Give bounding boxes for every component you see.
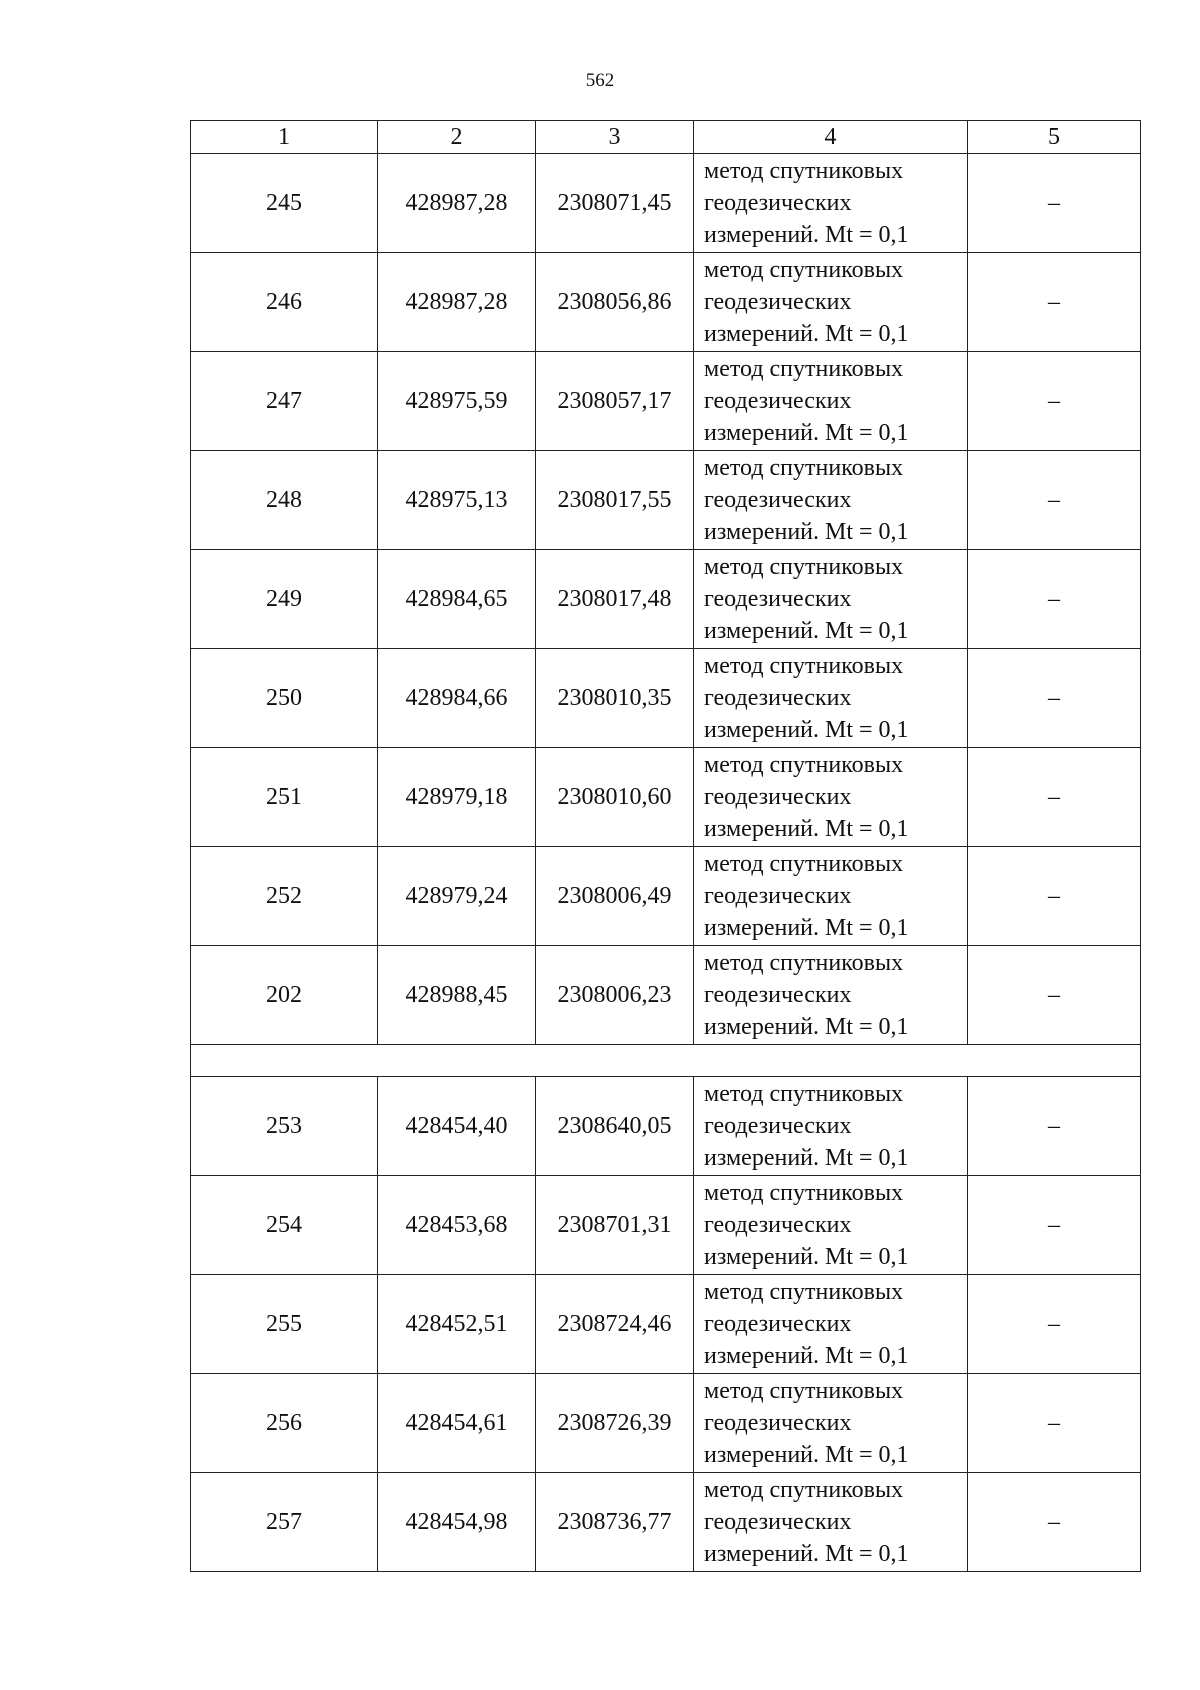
description-cell: – (968, 1473, 1141, 1572)
method-line: измерений. Mt = 0,1 (704, 1014, 909, 1040)
coord-x-cell: 428979,24 (378, 847, 536, 946)
coordinates-table (190, 120, 1141, 1572)
coord-y-cell: 2308736,77 (536, 1473, 694, 1572)
method-line: измерений. Mt = 0,1 (704, 1145, 909, 1171)
method-line: метод спутниковых (704, 950, 904, 976)
method-line: метод спутниковых (704, 455, 904, 481)
coord-y-cell: 2308017,48 (536, 550, 694, 649)
method-cell (694, 550, 968, 649)
description-cell: – (968, 1077, 1141, 1176)
point-number-cell: 253 (191, 1077, 378, 1176)
table-row (191, 1374, 1141, 1473)
method-line: измерений. Mt = 0,1 (704, 1541, 909, 1567)
method-cell (694, 253, 968, 352)
method-line: измерений. Mt = 0,1 (704, 321, 909, 347)
coord-x-cell: 428975,59 (378, 352, 536, 451)
method-cell (694, 1176, 968, 1275)
point-number-cell: 255 (191, 1275, 378, 1374)
method-line: метод спутниковых (704, 257, 904, 283)
point-number-cell: 250 (191, 649, 378, 748)
header-cell-1: 1 (191, 121, 378, 154)
table-row (191, 1176, 1141, 1275)
coord-y-cell: 2308010,35 (536, 649, 694, 748)
coord-x-cell: 428984,65 (378, 550, 536, 649)
header-cell-5: 5 (968, 121, 1141, 154)
coord-x-cell: 428454,61 (378, 1374, 536, 1473)
table-row (191, 946, 1141, 1045)
table-row (191, 550, 1141, 649)
description-cell: – (968, 352, 1141, 451)
description-cell: – (968, 649, 1141, 748)
method-line: измерений. Mt = 0,1 (704, 519, 909, 545)
description-cell: – (968, 1176, 1141, 1275)
table-row (191, 154, 1141, 253)
coord-y-cell: 2308017,55 (536, 451, 694, 550)
method-cell (694, 946, 968, 1045)
coord-y-cell: 2308010,60 (536, 748, 694, 847)
coord-y-cell: 2308701,31 (536, 1176, 694, 1275)
coord-x-cell: 428975,13 (378, 451, 536, 550)
method-line: измерений. Mt = 0,1 (704, 717, 909, 743)
description-cell: – (968, 847, 1141, 946)
method-line: геодезических (704, 982, 852, 1008)
point-number-cell: 248 (191, 451, 378, 550)
method-cell (694, 748, 968, 847)
description-cell: – (968, 1374, 1141, 1473)
coord-x-cell: 428454,40 (378, 1077, 536, 1176)
method-line: геодезических (704, 289, 852, 315)
method-cell (694, 1275, 968, 1374)
table-row (191, 253, 1141, 352)
point-number-cell: 245 (191, 154, 378, 253)
coord-y-cell: 2308057,17 (536, 352, 694, 451)
method-cell (694, 451, 968, 550)
method-line: измерений. Mt = 0,1 (704, 1442, 909, 1468)
method-line: геодезических (704, 388, 852, 414)
method-line: метод спутниковых (704, 653, 904, 679)
coord-y-cell: 2308640,05 (536, 1077, 694, 1176)
method-line: метод спутниковых (704, 158, 904, 184)
method-cell (694, 847, 968, 946)
method-line: метод спутниковых (704, 752, 904, 778)
method-line: измерений. Mt = 0,1 (704, 915, 909, 941)
coord-x-cell: 428979,18 (378, 748, 536, 847)
method-line: метод спутниковых (704, 356, 904, 382)
point-number-cell: 251 (191, 748, 378, 847)
method-line: геодезических (704, 1311, 852, 1337)
header-cell-3: 3 (536, 121, 694, 154)
point-number-cell: 249 (191, 550, 378, 649)
coord-x-cell: 428988,45 (378, 946, 536, 1045)
method-line: измерений. Mt = 0,1 (704, 1343, 909, 1369)
point-number-cell: 254 (191, 1176, 378, 1275)
coord-y-cell: 2308724,46 (536, 1275, 694, 1374)
description-cell: – (968, 550, 1141, 649)
description-cell: – (968, 451, 1141, 550)
table-row (191, 1077, 1141, 1176)
method-line: метод спутниковых (704, 1378, 904, 1404)
point-number-cell: 257 (191, 1473, 378, 1572)
method-line: метод спутниковых (704, 1180, 904, 1206)
coord-y-cell: 2308726,39 (536, 1374, 694, 1473)
method-line: измерений. Mt = 0,1 (704, 816, 909, 842)
point-number-cell: 247 (191, 352, 378, 451)
method-line: геодезических (704, 1410, 852, 1436)
coord-x-cell: 428984,66 (378, 649, 536, 748)
method-cell (694, 1077, 968, 1176)
method-line: измерений. Mt = 0,1 (704, 420, 909, 446)
table-row (191, 847, 1141, 946)
method-line: метод спутниковых (704, 1279, 904, 1305)
coord-y-cell: 2308056,86 (536, 253, 694, 352)
coord-x-cell: 428452,51 (378, 1275, 536, 1374)
description-cell: – (968, 154, 1141, 253)
method-line: метод спутниковых (704, 554, 904, 580)
method-line: измерений. Mt = 0,1 (704, 618, 909, 644)
coord-y-cell: 2308006,49 (536, 847, 694, 946)
table-row (191, 1275, 1141, 1374)
method-line: геодезических (704, 1212, 852, 1238)
table-separator-row (191, 1045, 1141, 1077)
coord-x-cell: 428987,28 (378, 253, 536, 352)
table-header-row (191, 121, 1141, 154)
table-row (191, 1473, 1141, 1572)
method-line: метод спутниковых (704, 1477, 904, 1503)
table-row (191, 451, 1141, 550)
method-line: геодезических (704, 1113, 852, 1139)
table-row (191, 748, 1141, 847)
description-cell: – (968, 1275, 1141, 1374)
method-line: измерений. Mt = 0,1 (704, 222, 909, 248)
point-number-cell: 252 (191, 847, 378, 946)
point-number-cell: 202 (191, 946, 378, 1045)
method-line: геодезических (704, 685, 852, 711)
method-line: геодезических (704, 190, 852, 216)
method-line: геодезических (704, 784, 852, 810)
method-line: геодезических (704, 1509, 852, 1535)
coord-x-cell: 428453,68 (378, 1176, 536, 1275)
table-row (191, 352, 1141, 451)
table-body (191, 154, 1141, 1572)
point-number-cell: 256 (191, 1374, 378, 1473)
method-cell (694, 352, 968, 451)
coord-x-cell: 428454,98 (378, 1473, 536, 1572)
separator-cell (191, 1045, 1141, 1077)
description-cell: – (968, 253, 1141, 352)
method-line: геодезических (704, 883, 852, 909)
description-cell: – (968, 946, 1141, 1045)
coord-y-cell: 2308006,23 (536, 946, 694, 1045)
header-cell-4: 4 (694, 121, 968, 154)
point-number-cell: 246 (191, 253, 378, 352)
page-number: 562 (585, 70, 615, 91)
method-cell (694, 1374, 968, 1473)
method-cell (694, 154, 968, 253)
method-line: метод спутниковых (704, 1081, 904, 1107)
method-cell (694, 649, 968, 748)
method-line: метод спутниковых (704, 851, 904, 877)
method-cell (694, 1473, 968, 1572)
method-line: геодезических (704, 586, 852, 612)
coord-y-cell: 2308071,45 (536, 154, 694, 253)
method-line: геодезических (704, 487, 852, 513)
table-row (191, 649, 1141, 748)
method-line: измерений. Mt = 0,1 (704, 1244, 909, 1270)
description-cell: – (968, 748, 1141, 847)
header-cell-2: 2 (378, 121, 536, 154)
coord-x-cell: 428987,28 (378, 154, 536, 253)
